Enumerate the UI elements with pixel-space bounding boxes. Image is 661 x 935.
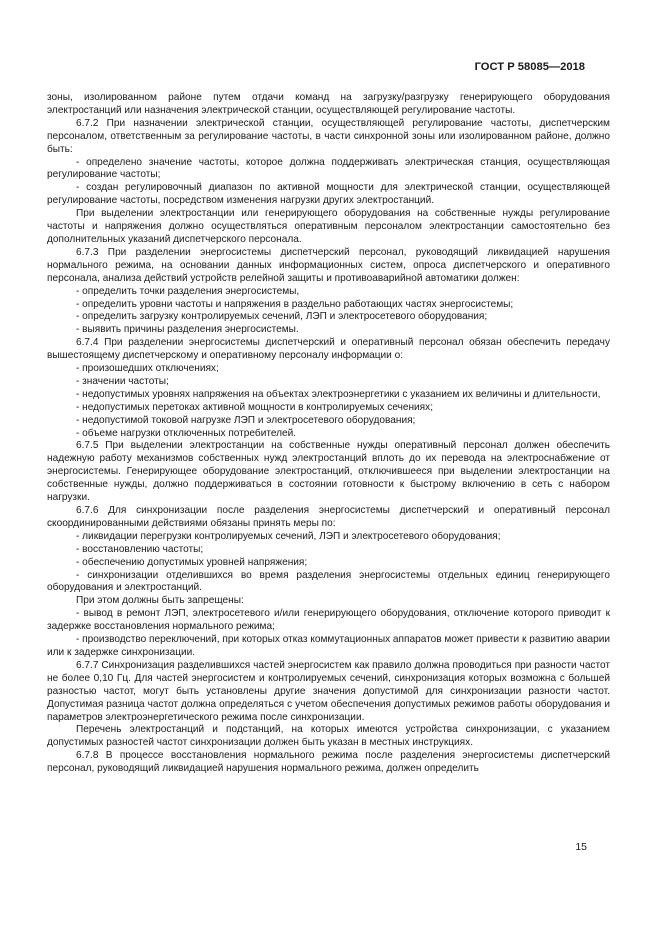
document-body <box>47 92 610 776</box>
list-item: - значении частоты; <box>76 375 169 387</box>
document-header: ГОСТ Р 58085—2018 <box>474 61 585 73</box>
list-item: - определить уровни частоты и напряжения в раздельно работающих частях энергосистемы; <box>76 298 514 310</box>
list-item: - недопустимых перетоках активной мощности в контролируемых сечениях; <box>76 401 434 413</box>
paragraph: 6.7.6 Для синхронизации после разделения энергосистемы диспетчерский и оперативный персонал скоординированными действиями обязаны принять меры по: <box>47 505 610 529</box>
list-item: - недопустимой токовой нагрузке ЛЭП и электросетевого оборудования; <box>76 414 416 426</box>
list-item: - восстановлению частоты; <box>76 543 204 555</box>
list-item: - создан регулировочный диапазон по активной мощности для электрической станции, осуществляющей регулирование частоты, посредством изменения нагрузки других электростанций. <box>47 182 610 207</box>
list-item: - синхронизации отделившихся во время разделения энергосистемы отдельных единиц генерирующего оборудования и электростанций. <box>47 569 610 594</box>
paragraph: Перечень электростанций и подстанций, на которых имеются устройства синхронизации, с указанием допустимых разностей частот синхронизации должен быть указан в местных инструкциях. <box>47 724 610 749</box>
list-item: - обеспечению допустимых уровней напряжения; <box>76 556 308 568</box>
list-item: - вывод в ремонт ЛЭП, электросетевого и/или генерирующего оборудования, отключение которого приводит к задержке восстановления нормального режима; <box>47 608 610 633</box>
list-item: - произошедших отключениях; <box>76 363 219 375</box>
paragraph: При выделении электростанции или генерирующего оборудования на собственные нужды регулирование частоты и напряжения должно осуществляться оперативным персоналом электростанции самостоятельно без дополнительных указаний диспетчерского персонала. <box>47 208 610 245</box>
list-item: - ликвидации перегрузки контролируемых сечений, ЛЭП и электросетевого оборудования; <box>76 530 501 542</box>
paragraph: зоны, изолированном районе путем отдачи команд на загрузку/разгрузку генерирующего оборудования электростанций или назначения электрической станции, осуществляющей регулирование частоты. <box>47 92 610 116</box>
list-item: - объеме нагрузки отключенных потребителей. <box>76 427 297 439</box>
list-item: - производство переключений, при которых отказ коммутационных аппаратов может привести к развитию аварии или к задержке синхронизации. <box>47 634 610 658</box>
paragraph: 6.7.3 При разделении энергосистемы диспетчерский персонал, руководящий ликвидацией нарушения нормального режима, на основании данных информационных систем, опроса диспетчерского и оперативного персонала, анализа действий устройств релейной защиты и противоаварийной автоматики должен: <box>47 246 610 284</box>
list-item: - определить загрузку контролируемых сечений, ЛЭП и электросетевого оборудования; <box>76 311 488 323</box>
list-item: - недопустимых уровнях напряжения на объектах электроэнергетики с указанием их величины и длительности, <box>76 388 601 400</box>
paragraph: 6.7.8 В процессе восстановления нормального режима после разделения энергосистемы диспетчерский персонал, руководящий ликвидацией нарушения нормального режима, должен определить <box>47 750 610 775</box>
paragraph: 6.7.7 Синхронизация разделившихся частей энергосистем как правило должна проводиться при разности частот не более 0,10 Гц. Для частей энергосистем и контролируемых сечений, синхронизация которых возможна с большей разностью частот, могут быть установлены другие значения допустимой для синхронизации разности частот. Допустимая разница частот должна определяться с учетом обеспечения допустимых режимов работы оборудования и параметров электроэнергетического режима после синхронизации. <box>47 659 610 723</box>
list-item: - выявить причины разделения энергосистемы. <box>76 324 299 336</box>
paragraph: 6.7.2 При назначении электрической станции, осуществляющей регулирование частоты, диспетчерским персоналом, ответственным за регулирование частоты, в части синхронной зоны или изолированном районе, должно быть: <box>47 117 610 155</box>
page-number: 15 <box>575 841 587 853</box>
list-item: - определено значение частоты, которое должна поддерживать электрическая станция, осуществляющая регулирование частоты; <box>47 156 610 181</box>
paragraph: При этом должны быть запрещены: <box>76 595 244 607</box>
list-item: - определить точки разделения энергосистемы, <box>76 285 300 297</box>
paragraph: 6.7.4 При разделении энергосистемы диспетчерский и оперативный персонал обязан обеспечить передачу вышестоящему диспетчерскому и оперативному персоналу информации о: <box>47 337 610 362</box>
paragraph: 6.7.5 При выделении электростанции на собственные нужды оперативный персонал должен обеспечить надежную работу механизмов собственных нужд электростанций вплоть до их перевода на электроснабжение от энергосистемы. Генерирующее оборудование электростанций, отключившееся при выделении электростанции на собственные нужды, должно поддерживаться в состоянии готовности к быстрому включению в сеть с набором нагрузки. <box>47 440 610 504</box>
